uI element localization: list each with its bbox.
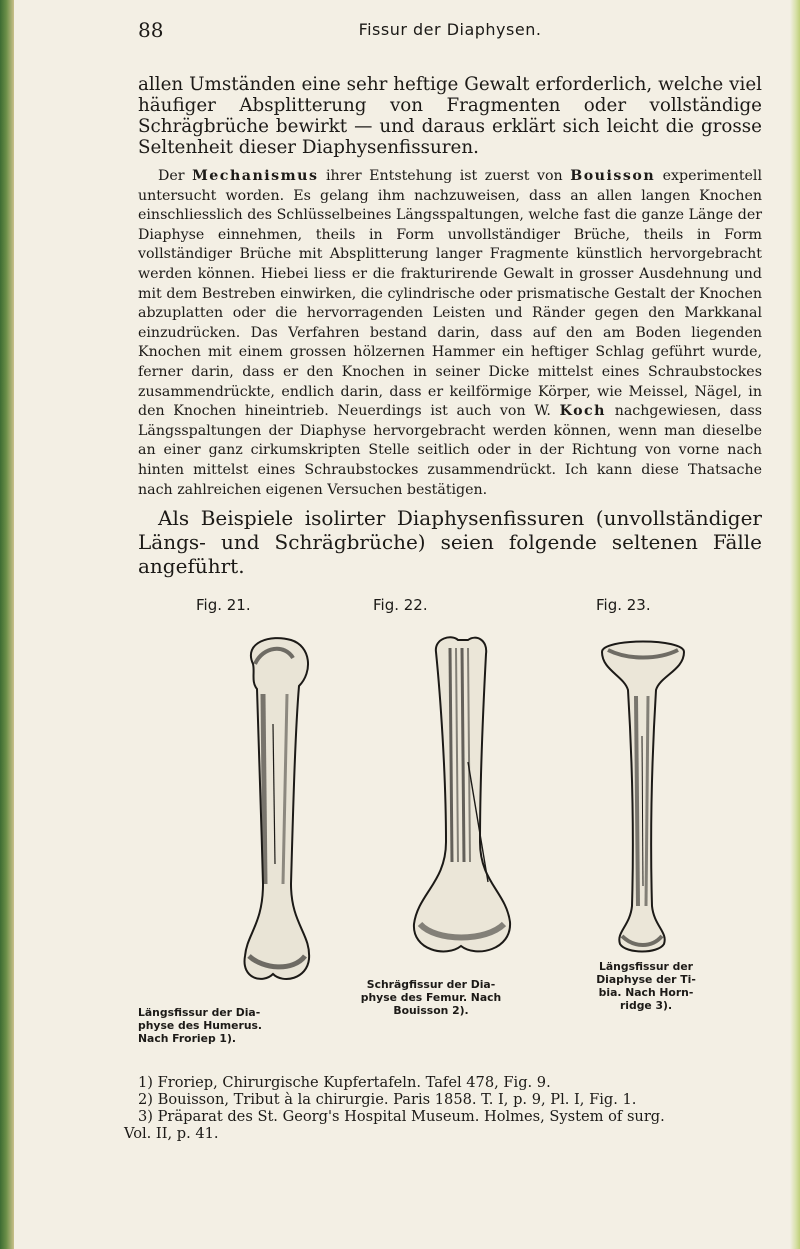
author-koch: Koch	[559, 403, 606, 420]
figure-group	[138, 596, 762, 1066]
intro-paragraph: allen Umständen eine sehr heftige Gewalt erforderlich, welche viel häufiger Absplitterung von Fragmenten oder vollständige Schrägbrüche bewirkt — und daraus erklärt sich leicht die grosse Seltenheit dieser Diaphysenfissuren.	[138, 74, 762, 158]
caption-line: ridge 3).	[619, 999, 673, 1013]
caption-line: Bouisson 2).	[393, 1004, 469, 1018]
examples-paragraph: Als Beispiele isolirter Diaphysenfissuren (unvollständiger Längs- und Schrägbrüche) seien folgende seltenen Fälle angeführt.	[138, 506, 762, 579]
footnotes	[124, 1074, 762, 1143]
mechanism-text-a: ihrer Entstehung ist zuerst von	[325, 168, 563, 184]
mechanism-text-c: nachgewiesen, dass Längsspaltungen der Diaphyse hervorgebracht werden können, wenn man dieselbe an einer ganz cirkumskripten Stelle seitlich oder in der Richtung von vorne nach hinten mittelst eines Schraubstockes zusammendrückt. Ich kann diese Thatsache nach zahlreichen eigenen Versuchen bestätigen.	[138, 403, 763, 498]
mechanism-text-b: experimentell untersucht worden. Es gelang ihm nachzuweisen, dass an allen langen Knochen einschliesslich des Schlüsselbeines Längsspaltungen, welche fast die ganze Länge der Diaphyse einnehmen, theils in Form unvollständiger Brüche, theils in Form vollständiger Brüche mit Absplitterung langer Fragmente künstlich hervorgebracht werden können. Hiebei liess er die frakturirende Gewalt in grosser Ausdehnung und mit dem Bestreben einwirken, die cylindrische oder prismatische Gestalt der Knochen abzuplatten oder die hervorragenden Leisten und Ränder gegen den Markkanal einzudrücken. Das Verfahren bestand darin, dass auf den am Boden liegenden Knochen mit einem grossen hölzernen Hammer ein heftiger Schlag geführt wurde, ferner darin, dass er den Knochen in seiner Dicke mittelst eines Schraubstockes zusammendrückte, endlich darin, dass er keilförmige Körper, wie Meissel, Nägel, in den Knochen hineintrieb. Neuerdings ist auch von W.	[138, 168, 763, 420]
figure-23-label: Fig. 23.	[596, 596, 651, 615]
caption-line: physe des Femur. Nach	[360, 991, 502, 1005]
page-edge	[790, 0, 800, 1249]
figure-21-label: Fig. 21.	[196, 596, 251, 615]
mechanism-paragraph	[138, 167, 762, 500]
book-binding-edge	[0, 0, 14, 1249]
humerus-illustration	[233, 634, 323, 989]
tibia-illustration	[598, 636, 688, 956]
running-title: Fissur der Diaphysen.	[358, 20, 542, 39]
mechanism-term: Mechanismus	[192, 168, 319, 184]
page-header	[138, 18, 762, 52]
figure-22-caption	[356, 978, 506, 1017]
author-bouisson: Bouisson	[570, 168, 656, 184]
caption-line: Längsfissur der	[598, 960, 693, 974]
caption-line: physe des Humerus.	[138, 1019, 263, 1033]
page-number: 88	[138, 18, 164, 42]
figure-21-caption	[138, 1006, 278, 1045]
caption-line: Schrägfissur der Dia-	[366, 978, 496, 992]
footnote-1: 1) Froriep, Chirurgische Kupfertafeln. Tafel 478, Fig. 9.	[138, 1074, 551, 1092]
caption-line: Nach Froriep 1).	[138, 1032, 236, 1046]
figure-22-label: Fig. 22.	[373, 596, 428, 615]
caption-line: Längsfissur der Dia-	[138, 1006, 261, 1020]
figure-23-caption	[586, 960, 706, 1012]
mechanism-lead: Der	[158, 168, 185, 184]
footnote-3: 3) Präparat des St. Georg's Hospital Museum. Holmes, System of surg.	[138, 1108, 665, 1126]
caption-line: bia. Nach Horn-	[598, 986, 694, 1000]
caption-line: Diaphyse der Ti-	[596, 973, 696, 987]
book-page	[124, 18, 763, 1143]
footnote-2: 2) Bouisson, Tribut à la chirurgie. Paris 1858. T. I, p. 9, Pl. I, Fig. 1.	[138, 1091, 637, 1109]
femur-illustration	[406, 632, 516, 962]
footnote-3-cont: Vol. II, p. 41.	[124, 1125, 219, 1143]
